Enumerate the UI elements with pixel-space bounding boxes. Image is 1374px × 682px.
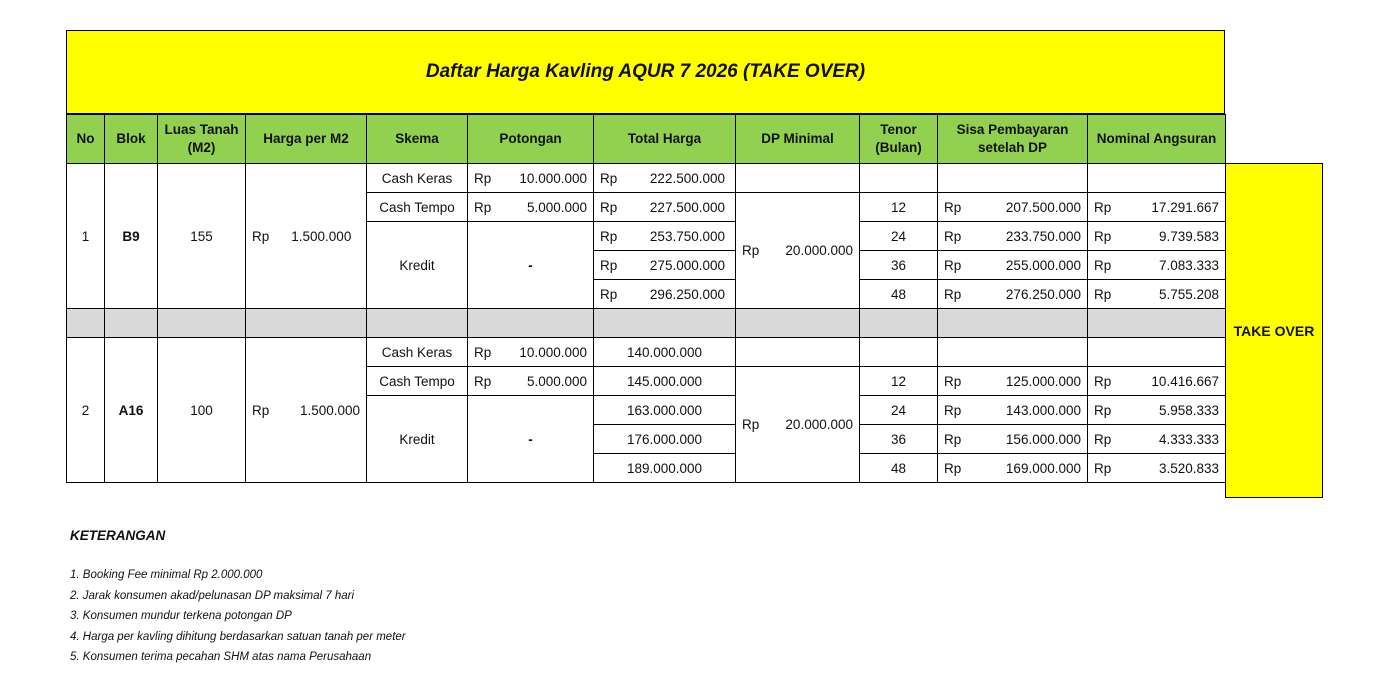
angsuran-value: 5.755.208	[1158, 286, 1219, 302]
cell-skema-cash-keras: Cash Keras	[367, 164, 468, 193]
currency-label: Rp	[600, 257, 618, 273]
cell-potongan	[468, 338, 594, 367]
cell-tenor: 48	[860, 280, 938, 309]
cell-tenor: 36	[860, 251, 938, 280]
cell-sisa-empty	[938, 164, 1088, 193]
currency-label: Rp	[474, 373, 492, 389]
angsuran-value: 10.416.667	[1151, 373, 1219, 389]
cell-sisa	[938, 454, 1088, 483]
cell-total: 145.000.000	[594, 367, 736, 396]
sisa-value: 156.000.000	[1005, 431, 1081, 447]
cell-no: 2	[67, 338, 105, 483]
angsuran-value: 17.291.667	[1151, 199, 1219, 215]
page-title: Daftar Harga Kavling AQUR 7 2026 (TAKE OVER)	[425, 61, 866, 82]
cell-total	[594, 222, 736, 251]
cell-angsuran	[1088, 222, 1226, 251]
potongan-value: 10.000.000	[519, 170, 587, 186]
currency-label: Rp	[600, 228, 618, 244]
cell-total: 189.000.000	[594, 454, 736, 483]
cell-skema-cash-keras: Cash Keras	[367, 338, 468, 367]
header-potongan: Potongan	[468, 115, 594, 164]
cell-sisa	[938, 251, 1088, 280]
currency-label: Rp	[1094, 286, 1112, 302]
currency-label: Rp	[944, 228, 962, 244]
header-tenor: Tenor (Bulan)	[860, 115, 938, 164]
cell-potongan-dash: -	[468, 222, 594, 309]
currency-label: Rp	[742, 243, 760, 258]
potongan-value: 5.000.000	[526, 199, 587, 215]
header-sisa: Sisa Pembayaran setelah DP	[938, 115, 1088, 164]
currency-label: Rp	[474, 199, 492, 215]
cell-angsuran	[1088, 454, 1226, 483]
cell-angsuran-empty	[1088, 338, 1226, 367]
cell-sisa	[938, 425, 1088, 454]
currency-label: Rp	[474, 170, 492, 186]
cell-angsuran	[1088, 367, 1226, 396]
cell-tenor: 48	[860, 454, 938, 483]
currency-label: Rp	[252, 228, 270, 244]
currency-label: Rp	[944, 431, 962, 447]
angsuran-value: 4.333.333	[1158, 431, 1219, 447]
cell-dp	[736, 367, 860, 483]
cell-angsuran	[1088, 193, 1226, 222]
cell-sisa	[938, 280, 1088, 309]
total-value: 253.750.000	[649, 228, 725, 244]
cell-sisa	[938, 396, 1088, 425]
currency-label: Rp	[600, 170, 618, 186]
cell-sisa-empty	[938, 338, 1088, 367]
currency-label: Rp	[944, 257, 962, 273]
angsuran-value: 9.739.583	[1158, 228, 1219, 244]
currency-label: Rp	[944, 373, 962, 389]
cell-total: 140.000.000	[594, 338, 736, 367]
currency-label: Rp	[742, 417, 760, 432]
cell-skema-cash-tempo: Cash Tempo	[367, 367, 468, 396]
angsuran-value: 3.520.833	[1158, 460, 1219, 476]
cell-dp-empty	[736, 164, 860, 193]
cell-total	[594, 251, 736, 280]
dp-value: 20.000.000	[785, 243, 853, 258]
cell-no: 1	[67, 164, 105, 309]
cell-angsuran	[1088, 251, 1226, 280]
cell-tenor-empty	[860, 164, 938, 193]
table-row	[67, 164, 1226, 193]
potongan-value: 5.000.000	[526, 373, 587, 389]
currency-label: Rp	[944, 460, 962, 476]
cell-tenor: 24	[860, 222, 938, 251]
header-dp: DP Minimal	[736, 115, 860, 164]
cell-angsuran	[1088, 280, 1226, 309]
currency-label: Rp	[944, 199, 962, 215]
currency-label: Rp	[1094, 431, 1112, 447]
title-banner	[66, 30, 1225, 114]
note-item: 1. Booking Fee minimal Rp 2.000.000	[70, 569, 263, 581]
cell-skema-kredit: Kredit	[367, 222, 468, 309]
cell-harga-m2	[246, 164, 367, 309]
cell-total: 163.000.000	[594, 396, 736, 425]
angsuran-value: 5.958.333	[1158, 402, 1219, 418]
header-row	[67, 115, 1226, 164]
header-no: No	[67, 115, 105, 164]
currency-label: Rp	[1094, 460, 1112, 476]
harga-m2-value: 1.500.000	[299, 402, 360, 418]
notes-section	[70, 528, 406, 668]
angsuran-value: 7.083.333	[1158, 257, 1219, 273]
total-value: 222.500.000	[649, 170, 725, 186]
header-skema: Skema	[367, 115, 468, 164]
currency-label: Rp	[600, 286, 618, 302]
cell-luas: 155	[158, 164, 246, 309]
cell-blok: B9	[105, 164, 158, 309]
cell-total	[594, 164, 736, 193]
cell-tenor: 12	[860, 193, 938, 222]
notes-heading: KETERANGAN	[70, 528, 166, 543]
note-item: 5. Konsumen terima pecahan SHM atas nama Perusahaan	[70, 651, 372, 663]
cell-tenor-empty	[860, 338, 938, 367]
cell-potongan	[468, 193, 594, 222]
cell-luas: 100	[158, 338, 246, 483]
cell-total: 176.000.000	[594, 425, 736, 454]
cell-potongan	[468, 164, 594, 193]
cell-skema-kredit: Kredit	[367, 396, 468, 483]
cell-dp-empty	[736, 338, 860, 367]
sisa-value: 276.250.000	[1005, 286, 1081, 302]
currency-label: Rp	[1094, 373, 1112, 389]
note-item: 2. Jarak konsumen akad/pelunasan DP maksimal 7 hari	[70, 589, 355, 602]
sisa-value: 143.000.000	[1005, 402, 1081, 418]
header-luas: Luas Tanah (M2)	[158, 115, 246, 164]
cell-blok: A16	[105, 338, 158, 483]
cell-potongan	[468, 367, 594, 396]
currency-label: Rp	[1094, 228, 1112, 244]
currency-label: Rp	[944, 402, 962, 418]
cell-total	[594, 280, 736, 309]
cell-angsuran	[1088, 425, 1226, 454]
cell-sisa	[938, 222, 1088, 251]
sisa-value: 125.000.000	[1005, 373, 1081, 389]
take-over-label: TAKE OVER	[1225, 163, 1323, 498]
potongan-value: 10.000.000	[519, 344, 587, 360]
header-blok: Blok	[105, 115, 158, 164]
sisa-value: 169.000.000	[1005, 460, 1081, 476]
price-table	[66, 114, 1226, 483]
cell-tenor: 36	[860, 425, 938, 454]
harga-m2-value: 1.500.000	[291, 228, 352, 244]
cell-dp	[736, 193, 860, 309]
currency-label: Rp	[1094, 402, 1112, 418]
cell-angsuran	[1088, 396, 1226, 425]
cell-sisa	[938, 367, 1088, 396]
separator-row	[67, 309, 1226, 338]
note-item: 4. Harga per kavling dihitung berdasarkan satuan tanah per meter	[70, 630, 406, 643]
cell-tenor: 12	[860, 367, 938, 396]
header-angsuran: Nominal Angsuran	[1088, 115, 1226, 164]
header-total: Total Harga	[594, 115, 736, 164]
cell-skema-cash-tempo: Cash Tempo	[367, 193, 468, 222]
currency-label: Rp	[1094, 199, 1112, 215]
sisa-value: 233.750.000	[1005, 228, 1081, 244]
currency-label: Rp	[944, 286, 962, 302]
currency-label: Rp	[252, 402, 270, 418]
cell-angsuran-empty	[1088, 164, 1226, 193]
table-row	[67, 338, 1226, 367]
currency-label: Rp	[1094, 257, 1112, 273]
currency-label: Rp	[600, 199, 618, 215]
cell-total	[594, 193, 736, 222]
total-value: 296.250.000	[649, 286, 725, 302]
sisa-value: 207.500.000	[1005, 199, 1081, 215]
cell-potongan-dash: -	[468, 396, 594, 483]
cell-harga-m2	[246, 338, 367, 483]
header-harga-m2: Harga per M2	[246, 115, 367, 164]
sisa-value: 255.000.000	[1005, 257, 1081, 273]
cell-sisa	[938, 193, 1088, 222]
currency-label: Rp	[474, 344, 492, 360]
cell-tenor: 24	[860, 396, 938, 425]
note-item: 3. Konsumen mundur terkena potongan DP	[70, 610, 292, 622]
total-value: 275.000.000	[649, 257, 725, 273]
total-value: 227.500.000	[649, 199, 725, 215]
dp-value: 20.000.000	[785, 417, 853, 432]
